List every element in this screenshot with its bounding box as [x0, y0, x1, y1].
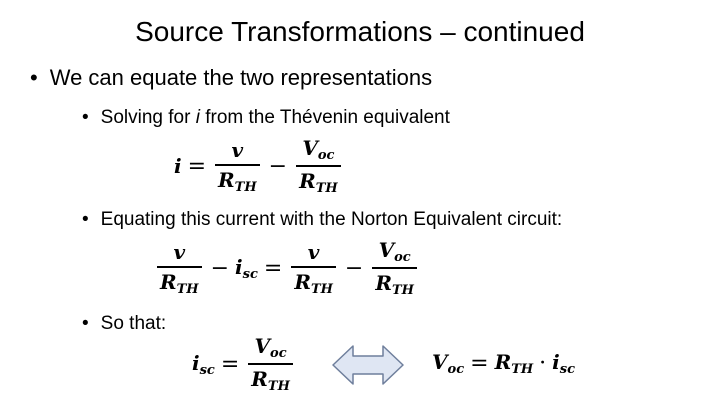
slide-title: Source Transformations – continued: [135, 16, 585, 47]
eq-minus: −: [210, 255, 230, 281]
double-arrow-icon: [332, 344, 404, 386]
eq-equals: =: [263, 255, 283, 281]
sub-TH: TH: [511, 362, 534, 377]
sub-TH: TH: [267, 379, 290, 394]
sym-v: v: [231, 137, 244, 162]
eq-equals: =: [220, 351, 240, 377]
equation-isc: [192, 334, 296, 394]
sub-TH: TH: [234, 179, 257, 195]
sym-V: V: [254, 334, 271, 358]
sym-R: R: [294, 269, 311, 294]
sub-sc: sc: [559, 362, 575, 377]
bullet-norton-text: Equating this current with the Norton Equivalent circuit:: [100, 209, 563, 230]
eq-equals: =: [470, 351, 489, 376]
sym-R: R: [375, 271, 392, 295]
eq-isc: [192, 351, 215, 378]
bullet-thevenin: [82, 106, 450, 130]
fraction-voc-over-rth: [296, 136, 341, 196]
sym-R: R: [218, 167, 235, 192]
sub-TH: TH: [176, 281, 199, 297]
bullet-dot: •: [30, 65, 38, 90]
eq-equals: =: [187, 153, 207, 179]
bullet-dot: •: [82, 107, 89, 128]
bullet-sothat: [82, 312, 166, 336]
frac-den: [291, 266, 336, 297]
eq-minus: −: [268, 153, 288, 179]
sub-TH: TH: [310, 281, 333, 297]
frac-num: [305, 240, 323, 266]
equation-norton-equate: [154, 238, 420, 298]
frac-den: [248, 363, 293, 394]
frac-den: [296, 165, 341, 196]
bullet-dot: •: [82, 313, 89, 334]
sym-v: v: [307, 239, 320, 264]
sub-oc: oc: [317, 148, 335, 163]
frac-den: [372, 267, 417, 298]
sub-oc: oc: [394, 250, 411, 265]
sym-V: V: [378, 238, 395, 262]
eq-isc: [235, 255, 258, 282]
sym-R: R: [160, 269, 177, 294]
sub-sc: sc: [199, 362, 215, 378]
frac-den: [215, 164, 260, 195]
sym-R: R: [299, 169, 316, 193]
bullet-sothat-text: So that:: [100, 313, 167, 334]
equation-voc: [432, 350, 575, 377]
frac-num: [229, 138, 247, 164]
bullet-thevenin-var: i: [195, 107, 200, 128]
fraction-voc-over-rth: [248, 334, 293, 394]
eq-voc: [432, 350, 464, 377]
sub-oc: oc: [270, 346, 287, 361]
bullet-thevenin-rest: from the Thévenin equivalent: [199, 107, 450, 128]
frac-num: [170, 240, 188, 266]
eq-isc: [552, 350, 575, 377]
fraction-v-over-rth: [291, 240, 336, 297]
sub-sc: sc: [242, 266, 258, 282]
sym-i: i: [552, 350, 560, 374]
frac-num: [252, 334, 290, 363]
fraction-v-over-rth: [215, 138, 260, 195]
sub-TH: TH: [391, 283, 414, 298]
bullet-dot: •: [82, 209, 89, 230]
fraction-v-over-rth: [157, 240, 202, 297]
frac-den: [157, 266, 202, 297]
equation-thevenin-current: [174, 136, 344, 196]
sym-i: i: [192, 350, 200, 375]
sym-R: R: [494, 350, 512, 374]
sub-TH: TH: [315, 181, 338, 196]
sym-R: R: [251, 367, 268, 391]
bullet-norton: [82, 208, 562, 232]
sym-V: V: [432, 350, 448, 374]
fraction-voc-over-rth: [372, 238, 417, 298]
bullet-main: [30, 64, 432, 92]
eq-var-i: i: [174, 154, 182, 178]
sym-v: v: [173, 239, 186, 264]
eq-dot: ·: [539, 351, 547, 376]
bullet-main-text: We can equate the two representations: [49, 65, 433, 90]
sub-oc: oc: [447, 362, 465, 377]
frac-num: [376, 238, 414, 267]
bullet-thevenin-text: Solving for: [100, 107, 196, 128]
frac-num: [299, 136, 337, 165]
eq-minus: −: [344, 255, 364, 281]
eq-rth: [495, 350, 534, 377]
sym-V: V: [302, 136, 318, 160]
sym-i: i: [235, 254, 243, 279]
